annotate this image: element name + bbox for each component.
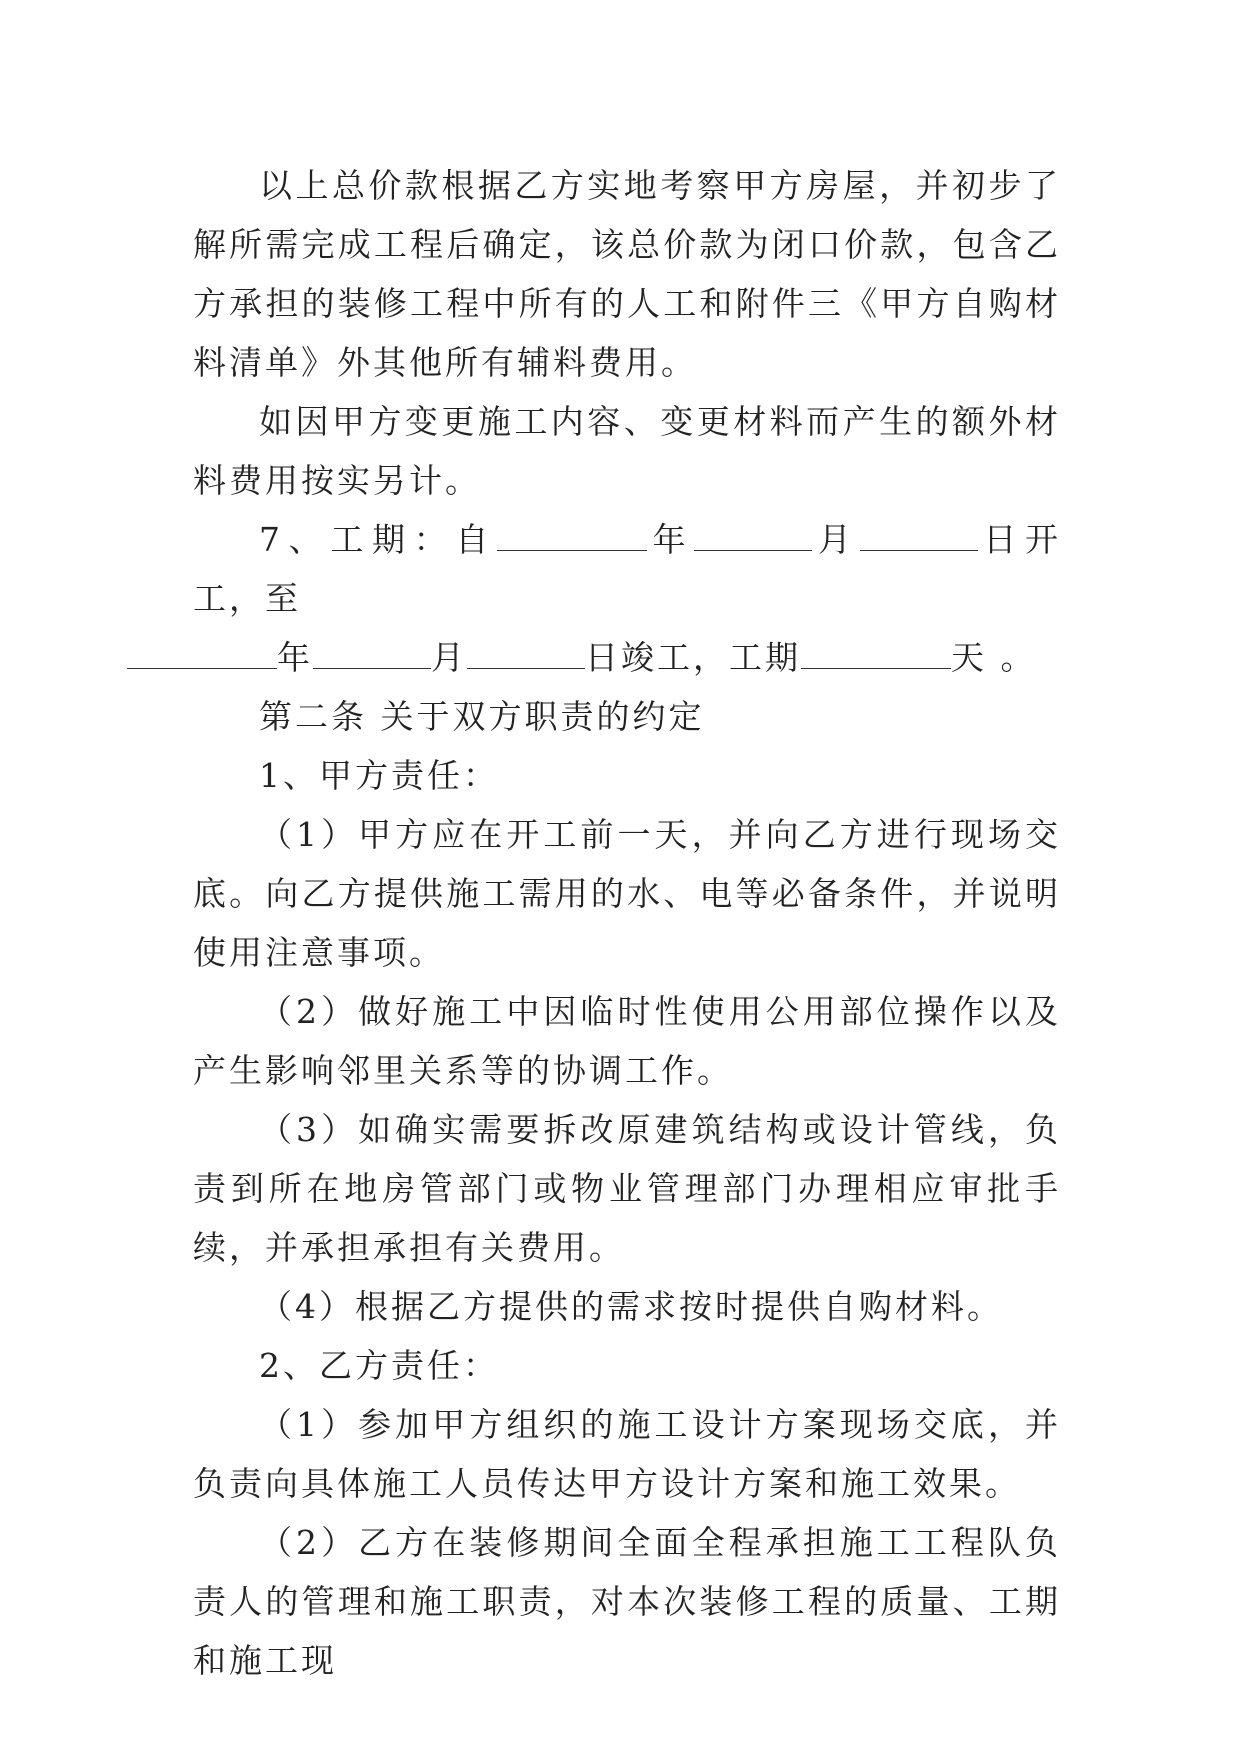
start-day-blank (860, 520, 978, 551)
schedule-prefix: 7、工期：自 (259, 520, 497, 559)
start-suffix: 日开工，至 (193, 520, 1062, 618)
party-a-item: （2）做好施工中因临时性使用公用部位操作以及产生影响邻里关系等的协调工作。 (193, 992, 1061, 1090)
party-a-heading: 1、甲方责任： (259, 756, 499, 795)
end-month-label: 月 (431, 638, 467, 677)
start-year-label: 年 (647, 520, 695, 559)
start-year-blank (497, 520, 647, 551)
party-a-item: （3）如确实需要拆改原建筑结构或设计管线，负责到所在地房管部门或物业管理部门办理相应审批手续，并承担承担有关费用。 (193, 1110, 1061, 1267)
party-a-item: （1）甲方应在开工前一天，并向乙方进行现场交底。向乙方提供施工需用的水、电等必备条件，并说明使用注意事项。 (193, 815, 1061, 972)
end-year-blank (127, 638, 277, 669)
party-b-heading: 2、乙方责任： (259, 1346, 499, 1385)
end-suffix: 日竣工，工期 (585, 638, 801, 677)
paragraph-schedule (193, 510, 1061, 687)
party-b-item: （2）乙方在装修期间全面全程承担施工工程队负责人的管理和施工职责，对本次装修工程的质量、工期和施工现 (193, 1523, 1061, 1680)
duration-days-blank (801, 638, 951, 669)
paragraph-extra-cost: 如因甲方变更施工内容、变更材料而产生的额外材料费用按实另计。 (193, 402, 1061, 500)
end-month-blank (313, 638, 431, 669)
start-month-blank (694, 520, 812, 551)
end-day-blank (467, 638, 585, 669)
paragraph-total-price: 以上总价款根据乙方实地考察甲方房屋，并初步了解所需完成工程后确定，该总价款为闭口价款，包含乙方承担的装修工程中所有的人工和附件三《甲方自购材料清单》外其他所有辅料费用。 (193, 166, 1061, 382)
start-month-label: 月 (812, 520, 860, 559)
article-title: 第二条 关于双方职责的约定 (259, 697, 705, 736)
party-b-item: （1）参加甲方组织的施工设计方案现场交底，并负责向具体施工人员传达甲方设计方案和施工效果。 (193, 1405, 1061, 1503)
end-year-label: 年 (277, 638, 313, 677)
duration-days-label: 天 。 (951, 638, 1037, 677)
document-body (193, 156, 1061, 1690)
party-a-item: （4）根据乙方提供的需求按时提供自购材料。 (259, 1287, 1003, 1326)
